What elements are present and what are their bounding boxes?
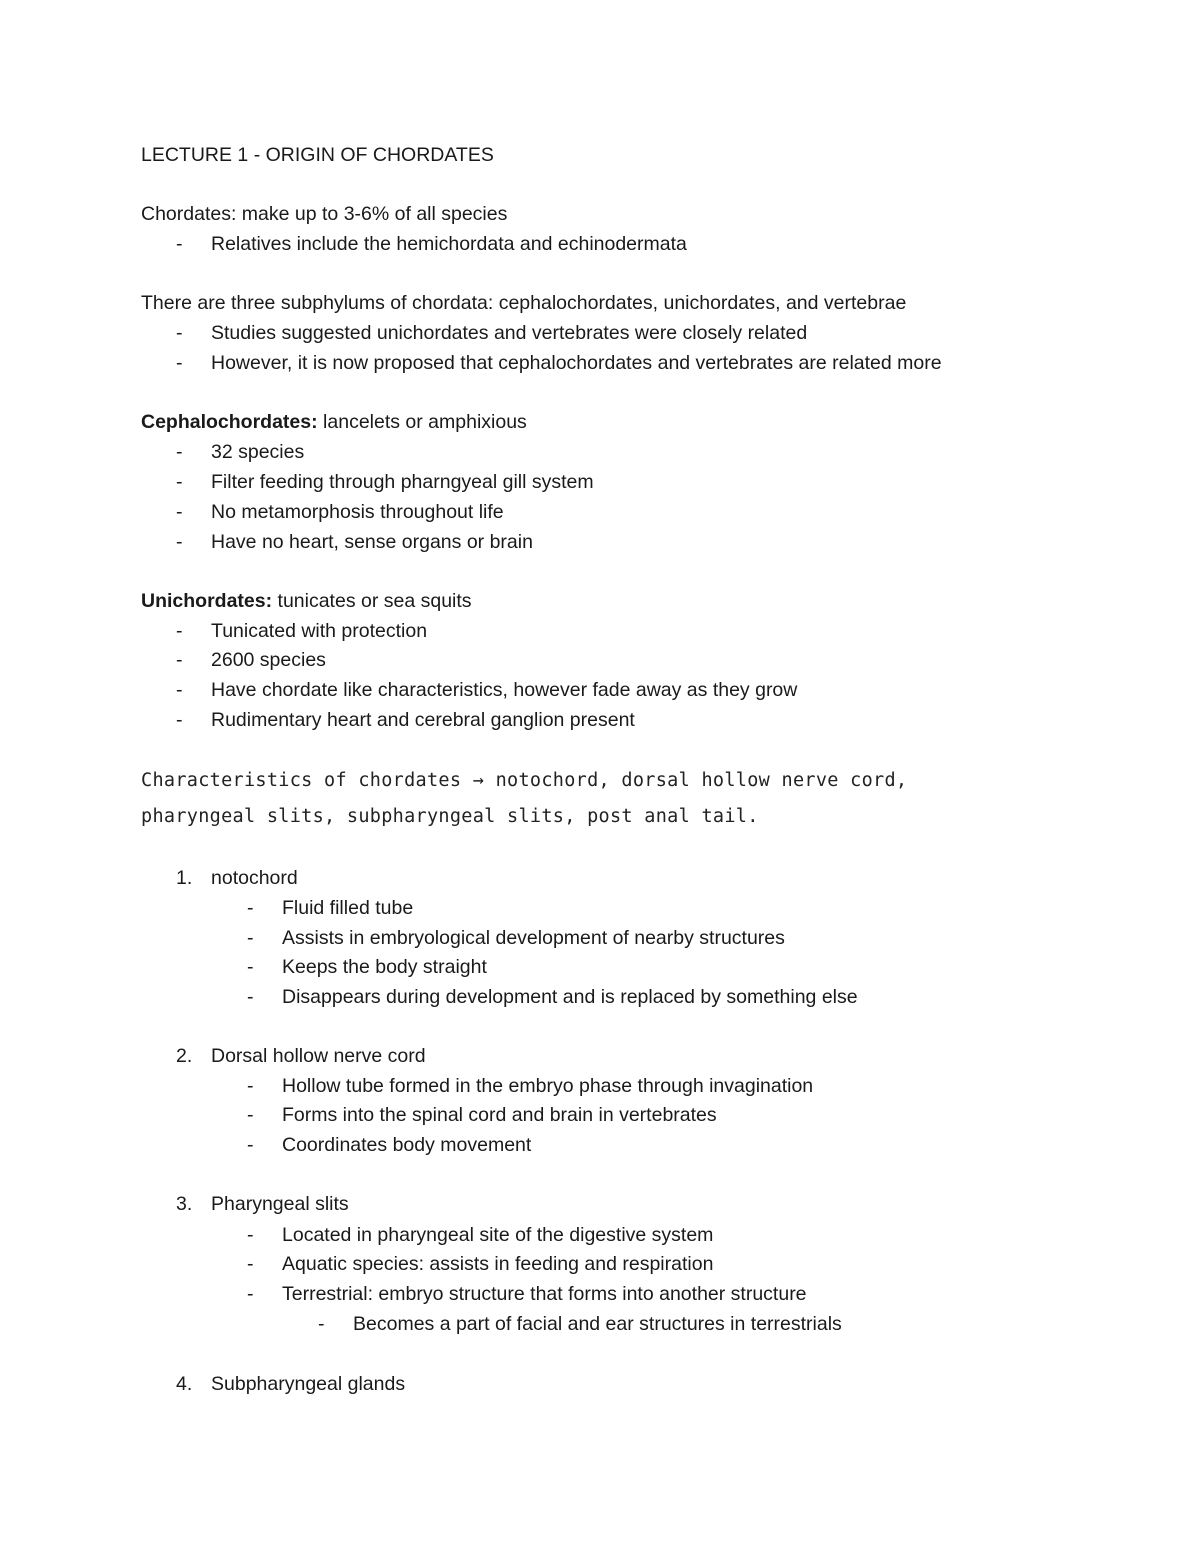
bullet-dash: - (176, 531, 183, 553)
cephalo-label: Cephalochordates: (141, 411, 318, 433)
bullet-dash: - (247, 1134, 254, 1156)
bullet-dash: - (176, 649, 183, 671)
list-number: 2. (176, 1045, 193, 1067)
list-bullet: Hollow tube formed in the embryo phase through invagination (282, 1075, 814, 1097)
list-bullet: Disappears during development and is replaced by something else (282, 986, 858, 1008)
bullet-dash: - (247, 986, 254, 1008)
bullet-dash: - (247, 1283, 254, 1305)
subphyla-bullet: Studies suggested unichordates and vertebrates were closely related (211, 322, 808, 344)
bullet-dash: - (247, 1104, 254, 1126)
list-bullet: Assists in embryological development of nearby structures (282, 927, 785, 949)
list-heading: Dorsal hollow nerve cord (211, 1045, 426, 1067)
cephalo-heading (141, 410, 527, 434)
bullet-dash: - (247, 1075, 254, 1097)
bullet-dash: - (176, 471, 183, 493)
list-heading: Pharyngeal slits (211, 1193, 349, 1215)
bullet-dash: - (247, 897, 254, 919)
characteristics-line: pharyngeal slits, subpharyngeal slits, post anal tail. (141, 806, 759, 827)
bullet-dash: - (318, 1313, 325, 1335)
bullet-dash: - (247, 1253, 254, 1275)
page-title: LECTURE 1 - ORIGIN OF CHORDATES (141, 144, 494, 166)
list-number: 1. (176, 867, 193, 889)
bullet-dash: - (176, 233, 183, 255)
uni-heading (141, 589, 472, 613)
characteristics-line: Characteristics of chordates → notochord, dorsal hollow nerve cord, (141, 770, 908, 791)
list-number: 3. (176, 1193, 193, 1215)
bullet-dash: - (176, 620, 183, 642)
uni-bullet: Have chordate like characteristics, however fade away as they grow (211, 679, 798, 701)
list-heading: Subpharyngeal glands (211, 1373, 406, 1395)
uni-text: tunicates or sea squits (272, 590, 472, 612)
list-bullet: Forms into the spinal cord and brain in vertebrates (282, 1104, 717, 1126)
uni-label: Unichordates: (141, 590, 273, 612)
bullet-dash: - (176, 352, 183, 374)
list-bullet: Coordinates body movement (282, 1134, 532, 1156)
list-bullet: Aquatic species: assists in feeding and respiration (282, 1253, 714, 1275)
cephalo-bullet: No metamorphosis throughout life (211, 501, 504, 523)
bullet-dash: - (247, 927, 254, 949)
bullet-dash: - (176, 501, 183, 523)
cephalo-bullet: Have no heart, sense organs or brain (211, 531, 533, 553)
bullet-dash: - (247, 1224, 254, 1246)
cephalo-bullet: Filter feeding through pharngyeal gill system (211, 471, 594, 493)
bullet-dash: - (247, 956, 254, 978)
bullet-dash: - (176, 679, 183, 701)
uni-bullet: 2600 species (211, 649, 326, 671)
cephalo-text: lancelets or amphixious (317, 411, 527, 433)
subphyla-text: There are three subphylums of chordata: cephalochordates, unichordates, and vertebrae (141, 292, 907, 314)
cephalo-bullet: 32 species (211, 441, 305, 463)
list-bullet: Located in pharyngeal site of the digestive system (282, 1224, 714, 1246)
list-bullet: Keeps the body straight (282, 956, 487, 978)
list-number: 4. (176, 1373, 193, 1395)
bullet-dash: - (176, 322, 183, 344)
subphyla-bullet: However, it is now proposed that cephalochordates and vertebrates are related more (211, 352, 942, 374)
list-bullet: Terrestrial: embryo structure that forms into another structure (282, 1283, 807, 1305)
bullet-dash: - (176, 709, 183, 731)
intro-bullet: Relatives include the hemichordata and echinodermata (211, 233, 687, 255)
list-sub-bullet: Becomes a part of facial and ear structures in terrestrials (353, 1313, 842, 1335)
intro-text: Chordates: make up to 3-6% of all species (141, 203, 508, 225)
list-heading: notochord (211, 867, 298, 889)
list-bullet: Fluid filled tube (282, 897, 414, 919)
uni-bullet: Rudimentary heart and cerebral ganglion present (211, 709, 635, 731)
uni-bullet: Tunicated with protection (211, 620, 428, 642)
bullet-dash: - (176, 441, 183, 463)
